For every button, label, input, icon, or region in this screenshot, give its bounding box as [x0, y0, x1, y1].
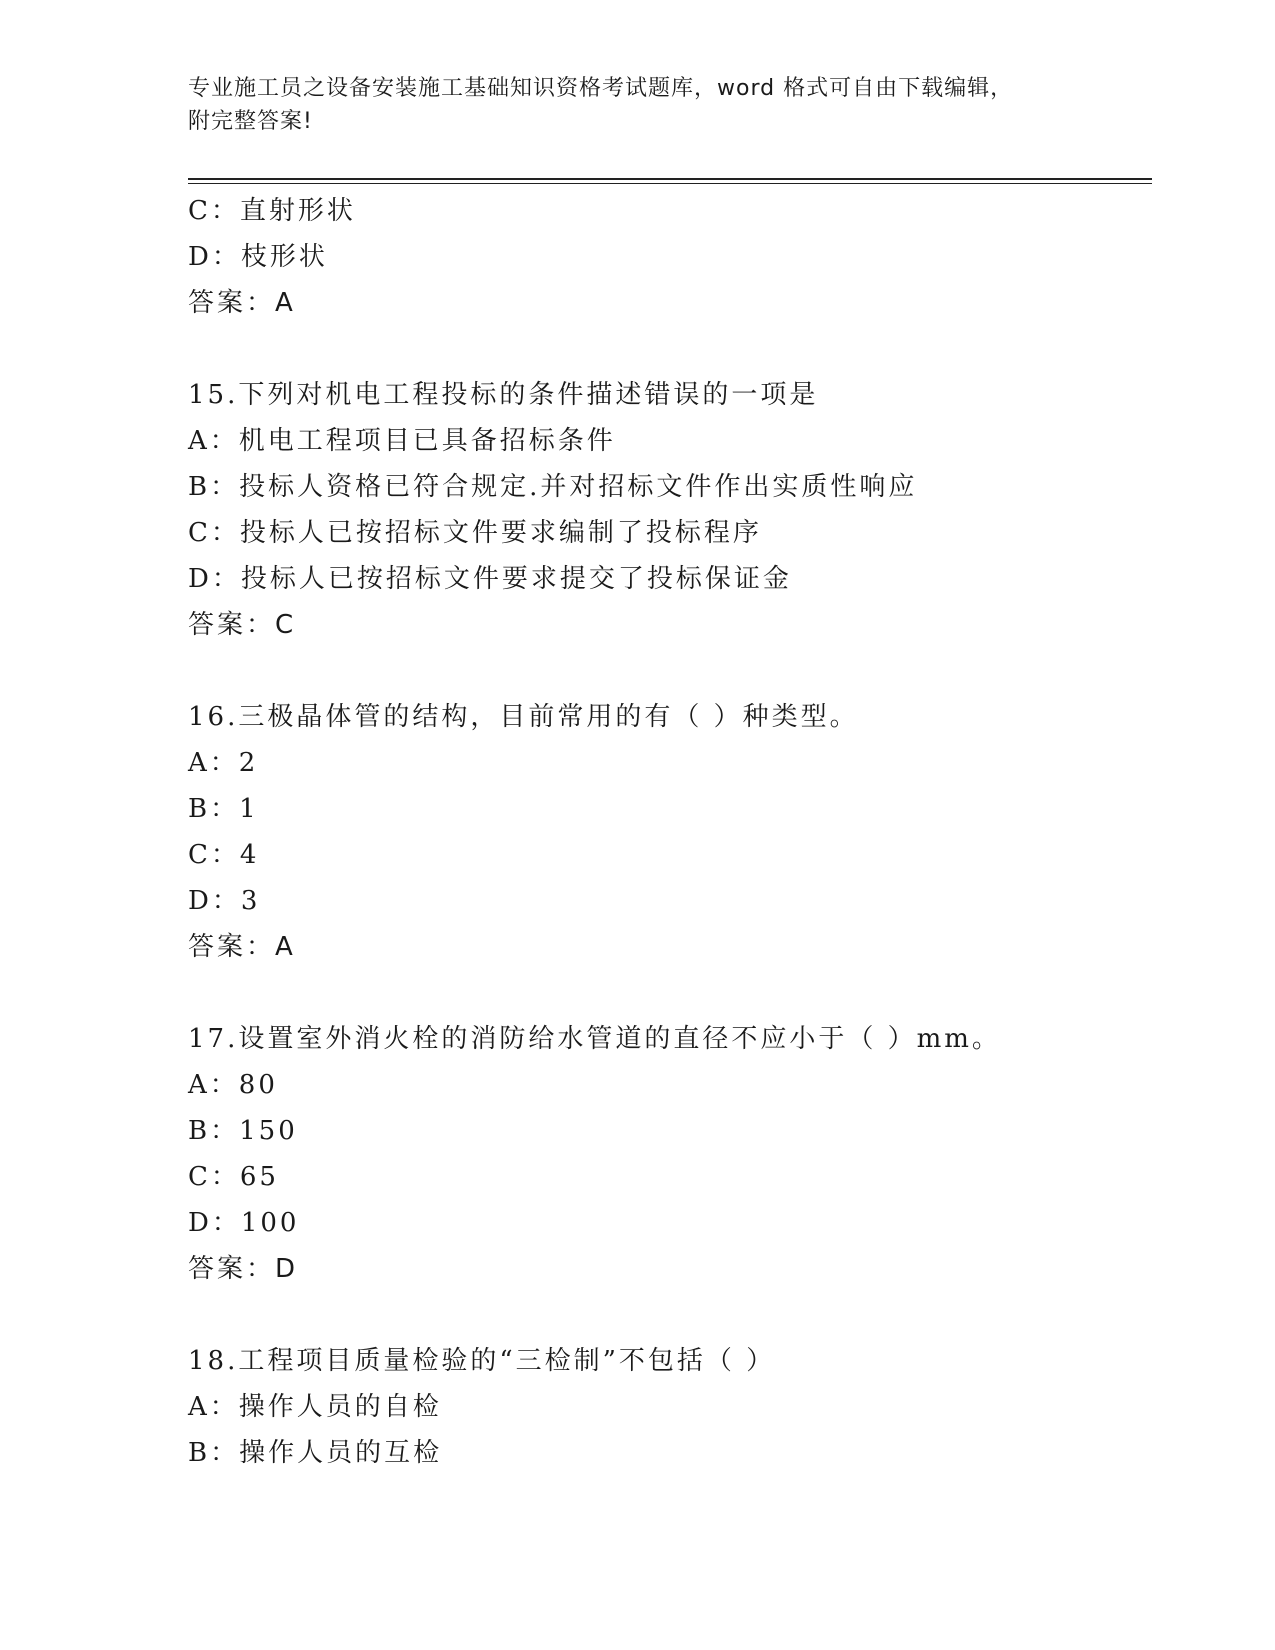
- option-a: A：2: [188, 748, 259, 778]
- question-stem: 16.三极晶体管的结构，目前常用的有（ ）种类型。: [188, 702, 859, 732]
- question-stem: 18.工程项目质量检验的“三检制”不包括（ ）: [188, 1346, 776, 1376]
- option-b: B：操作人员的互检: [188, 1438, 443, 1468]
- question-content: [188, 188, 1152, 1476]
- header-divider-thin: [188, 183, 1152, 184]
- option-b: B：1: [188, 794, 259, 824]
- question-spacer: [188, 648, 1152, 694]
- question-spacer: [188, 1292, 1152, 1338]
- option-a: A：80: [188, 1070, 278, 1100]
- answer-line: 答案：A: [188, 288, 296, 318]
- header-divider-thick: [188, 178, 1152, 180]
- option-c: C：4: [188, 840, 260, 870]
- option-d: D：3: [188, 886, 261, 916]
- answer-line: 答案：D: [188, 1254, 299, 1284]
- option-a: A：操作人员的自检: [188, 1392, 442, 1422]
- option-b: B：投标人资格已符合规定.并对招标文件作出实质性响应: [188, 472, 918, 502]
- answer-line: 答案：A: [188, 932, 296, 962]
- header-line-1: 专业施工员之设备安装施工基础知识资格考试题库，word 格式可自由下载编辑，: [188, 76, 1014, 101]
- option-d: D：投标人已按招标文件要求提交了投标保证金: [188, 564, 792, 594]
- option-d: D：100: [188, 1208, 300, 1238]
- option-a: A：机电工程项目已具备招标条件: [188, 426, 616, 456]
- question-spacer: [188, 326, 1152, 372]
- page-header: [188, 72, 1088, 138]
- option-c: C：投标人已按招标文件要求编制了投标程序: [188, 518, 762, 548]
- option-d: D：枝形状: [188, 242, 328, 272]
- option-c: C：直射形状: [188, 196, 356, 226]
- question-spacer: [188, 970, 1152, 1016]
- header-line-2: 附完整答案!: [188, 109, 313, 134]
- option-b: B：150: [188, 1116, 298, 1146]
- answer-line: 答案：C: [188, 610, 297, 640]
- question-stem: 15.下列对机电工程投标的条件描述错误的一项是: [188, 380, 819, 410]
- option-c: C：65: [188, 1162, 279, 1192]
- question-stem: 17.设置室外消火栓的消防给水管道的直径不应小于（ ）mm。: [188, 1024, 1001, 1054]
